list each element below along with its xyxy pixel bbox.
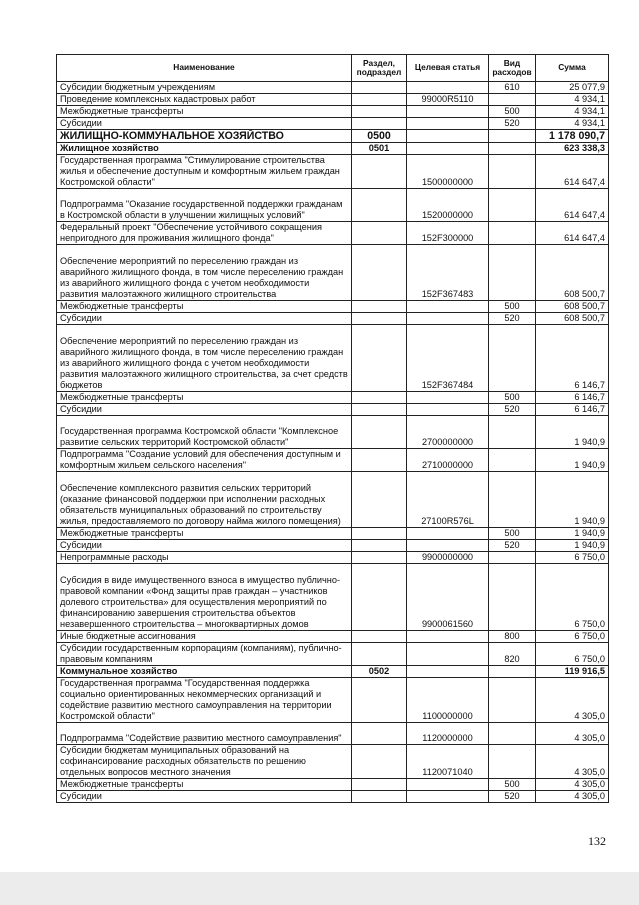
- table-row-section-heading: [57, 130, 609, 143]
- cell-type: [489, 678, 536, 723]
- cell-sum: 608 500,7: [536, 313, 609, 325]
- cell-article: [407, 666, 489, 678]
- cell-name: Проведение комплексных кадастровых работ: [57, 94, 352, 106]
- table-row: [57, 222, 609, 245]
- cell-type: [489, 416, 536, 449]
- cell-sum: 1 940,9: [536, 528, 609, 540]
- cell-article: 1120000000: [407, 723, 489, 745]
- cell-name: Жилищное хозяйство: [57, 143, 352, 155]
- cell-name: Субсидия в виде имущественного взноса в имущество публично-правовой компании «Фонд защиты прав граждан – участников долевого строительства» для осуществления мероприятий по финансированию завершения строительства объектов незавершенного строительства – многоквартирных домов: [57, 564, 352, 631]
- cell-section: [352, 222, 407, 245]
- cell-type: [489, 745, 536, 779]
- cell-name: Субсидии: [57, 118, 352, 130]
- cell-article: [407, 392, 489, 404]
- cell-article: 9900000000: [407, 552, 489, 564]
- cell-type: 500: [489, 106, 536, 118]
- cell-section: [352, 540, 407, 552]
- table-row: [57, 472, 609, 528]
- header-name: Наименование: [57, 55, 352, 82]
- cell-type: [489, 143, 536, 155]
- cell-section: [352, 631, 407, 643]
- cell-article: 2710000000: [407, 449, 489, 472]
- cell-name: ЖИЛИЩНО-КОММУНАЛЬНОЕ ХОЗЯЙСТВО: [57, 130, 352, 143]
- cell-article: [407, 301, 489, 313]
- cell-article: 1100000000: [407, 678, 489, 723]
- cell-article: 152F300000: [407, 222, 489, 245]
- cell-article: [407, 313, 489, 325]
- cell-sum: 4 934,1: [536, 106, 609, 118]
- cell-type: [489, 666, 536, 678]
- cell-section: [352, 94, 407, 106]
- cell-sum: 6 146,7: [536, 404, 609, 416]
- cell-type: [489, 449, 536, 472]
- table-row: [57, 528, 609, 540]
- cell-sum: 119 916,5: [536, 666, 609, 678]
- table-body: [57, 82, 609, 803]
- page-number: 132: [588, 834, 606, 848]
- cell-sum: 4 305,0: [536, 791, 609, 803]
- cell-article: [407, 106, 489, 118]
- table-row: [57, 301, 609, 313]
- cell-name: Государственная программа "Государственная поддержка социально ориентированных некоммерческих организаций и содействие развитию местного самоуправления на территории Костромской области": [57, 678, 352, 723]
- cell-sum: 25 077,9: [536, 82, 609, 94]
- cell-type: 500: [489, 779, 536, 791]
- cell-name: Субсидии: [57, 540, 352, 552]
- cell-article: [407, 631, 489, 643]
- cell-sum: 4 934,1: [536, 94, 609, 106]
- cell-section: [352, 552, 407, 564]
- cell-section: [352, 791, 407, 803]
- cell-sum: 4 305,0: [536, 678, 609, 723]
- cell-sum: 6 750,0: [536, 643, 609, 666]
- cell-article: [407, 404, 489, 416]
- cell-type: 500: [489, 392, 536, 404]
- table-row: [57, 723, 609, 745]
- cell-type: 520: [489, 791, 536, 803]
- cell-article: [407, 528, 489, 540]
- cell-name: Государственная программа Костромской области "Комплексное развитие сельских территорий Костромской области": [57, 416, 352, 449]
- cell-type: [489, 130, 536, 143]
- cell-sum: 608 500,7: [536, 245, 609, 301]
- cell-section: [352, 245, 407, 301]
- cell-sum: 6 146,7: [536, 325, 609, 392]
- cell-section: [352, 82, 407, 94]
- cell-section: [352, 723, 407, 745]
- cell-section: [352, 189, 407, 222]
- table-row: [57, 392, 609, 404]
- cell-sum: 608 500,7: [536, 301, 609, 313]
- cell-name: Субсидии: [57, 313, 352, 325]
- table-row: [57, 791, 609, 803]
- table-row: [57, 155, 609, 189]
- cell-name: Подпрограмма "Создание условий для обеспечения доступным и комфортным жильем сельского населения": [57, 449, 352, 472]
- table-row: [57, 245, 609, 301]
- cell-sum: 6 750,0: [536, 631, 609, 643]
- table-row: [57, 325, 609, 392]
- cell-article: 99000R5110: [407, 94, 489, 106]
- cell-article: 9900061560: [407, 564, 489, 631]
- cell-section: [352, 449, 407, 472]
- cell-name: Коммунальное хозяйство: [57, 666, 352, 678]
- cell-section: [352, 118, 407, 130]
- cell-section: [352, 106, 407, 118]
- cell-name: Межбюджетные трансферты: [57, 106, 352, 118]
- cell-type: [489, 222, 536, 245]
- cell-name: Подпрограмма "Содействие развитию местного самоуправления": [57, 723, 352, 745]
- table-row: [57, 779, 609, 791]
- cell-sum: 1 940,9: [536, 472, 609, 528]
- cell-name: Обеспечение мероприятий по переселению граждан из аварийного жилищного фонда, в том числе переселению граждан из аварийного жилищного фонда с учетом необходимости развития малоэтажного жилищного строительства, за счет средств бюджетов: [57, 325, 352, 392]
- cell-type: 500: [489, 301, 536, 313]
- cell-section: [352, 564, 407, 631]
- cell-sum: 1 178 090,7: [536, 130, 609, 143]
- cell-name: Подпрограмма "Оказание государственной поддержки гражданам в Костромской области в улучшении жилищных условий": [57, 189, 352, 222]
- cell-name: Межбюджетные трансферты: [57, 392, 352, 404]
- cell-article: [407, 82, 489, 94]
- cell-article: [407, 540, 489, 552]
- table-row: [57, 313, 609, 325]
- cell-type: [489, 564, 536, 631]
- cell-type: [489, 472, 536, 528]
- cell-article: [407, 143, 489, 155]
- table-row: [57, 82, 609, 94]
- table-row: [57, 678, 609, 723]
- cell-name: Межбюджетные трансферты: [57, 301, 352, 313]
- table-row: [57, 643, 609, 666]
- cell-type: [489, 245, 536, 301]
- cell-article: 1500000000: [407, 155, 489, 189]
- table-row: [57, 189, 609, 222]
- cell-sum: 614 647,4: [536, 155, 609, 189]
- cell-article: [407, 130, 489, 143]
- cell-sum: 6 750,0: [536, 552, 609, 564]
- cell-sum: 614 647,4: [536, 189, 609, 222]
- table-row: [57, 552, 609, 564]
- cell-article: 1120071040: [407, 745, 489, 779]
- cell-section: [352, 643, 407, 666]
- cell-name: Межбюджетные трансферты: [57, 528, 352, 540]
- cell-type: 520: [489, 118, 536, 130]
- cell-article: 152F367484: [407, 325, 489, 392]
- header-section: Раздел, подраздел: [352, 55, 407, 82]
- cell-article: [407, 779, 489, 791]
- cell-sum: 1 940,9: [536, 540, 609, 552]
- table-row: [57, 449, 609, 472]
- cell-section: [352, 528, 407, 540]
- table-row: [57, 94, 609, 106]
- cell-sum: 4 305,0: [536, 723, 609, 745]
- cell-name: Федеральный проект "Обеспечение устойчивого сокращения непригодного для проживания жилищного фонда": [57, 222, 352, 245]
- cell-article: 2700000000: [407, 416, 489, 449]
- table-row: [57, 118, 609, 130]
- cell-article: [407, 118, 489, 130]
- cell-article: 152F367483: [407, 245, 489, 301]
- cell-section: 0501: [352, 143, 407, 155]
- cell-name: Государственная программа "Стимулирование строительства жилья и обеспечение доступным и комфортным жильем граждан Костромской области": [57, 155, 352, 189]
- cell-section: [352, 313, 407, 325]
- cell-section: [352, 301, 407, 313]
- cell-sum: 6 146,7: [536, 392, 609, 404]
- cell-name: Обеспечение мероприятий по переселению граждан из аварийного жилищного фонда, в том числе переселению граждан из аварийного жилищного фонда с учетом необходимости развития малоэтажного жилищного строительства: [57, 245, 352, 301]
- cell-sum: 623 338,3: [536, 143, 609, 155]
- cell-section: [352, 392, 407, 404]
- table-row: [57, 540, 609, 552]
- header-type: Вид расходов: [489, 55, 536, 82]
- cell-sum: 1 940,9: [536, 449, 609, 472]
- cell-section: 0500: [352, 130, 407, 143]
- cell-name: Обеспечение комплексного развития сельских территорий (оказание финансовой поддержки при исполнении расходных обязательств муниципальных образований по строительству жилья, предоставляемого по договору найма жилого помещения): [57, 472, 352, 528]
- table-row: [57, 745, 609, 779]
- cell-type: 520: [489, 404, 536, 416]
- header-sum: Сумма: [536, 55, 609, 82]
- table-row: [57, 631, 609, 643]
- cell-type: [489, 155, 536, 189]
- cell-type: [489, 723, 536, 745]
- cell-type: [489, 325, 536, 392]
- cell-name: Непрограммные расходы: [57, 552, 352, 564]
- cell-section: [352, 416, 407, 449]
- scan-bottom-strip: [0, 872, 639, 905]
- cell-name: Субсидии бюджетным учреждениям: [57, 82, 352, 94]
- cell-sum: 614 647,4: [536, 222, 609, 245]
- cell-name: Субсидии: [57, 404, 352, 416]
- table-row: [57, 416, 609, 449]
- cell-section: [352, 745, 407, 779]
- cell-sum: 4 934,1: [536, 118, 609, 130]
- budget-table: [56, 54, 609, 803]
- cell-type: 610: [489, 82, 536, 94]
- cell-type: [489, 94, 536, 106]
- cell-article: 1520000000: [407, 189, 489, 222]
- table-row: [57, 564, 609, 631]
- cell-article: [407, 643, 489, 666]
- cell-name: Субсидии государственным корпорациям (компаниям), публично-правовым компаниям: [57, 643, 352, 666]
- cell-name: Субсидии: [57, 791, 352, 803]
- cell-section: [352, 325, 407, 392]
- cell-name: Иные бюджетные ассигнования: [57, 631, 352, 643]
- cell-type: 500: [489, 528, 536, 540]
- table-row: [57, 404, 609, 416]
- cell-type: [489, 552, 536, 564]
- cell-article: [407, 791, 489, 803]
- cell-article: 27100R576L: [407, 472, 489, 528]
- cell-sum: 4 305,0: [536, 779, 609, 791]
- cell-name: Субсидии бюджетам муниципальных образований на софинансирование расходных обязательств по решению отдельных вопросов местного значения: [57, 745, 352, 779]
- cell-section: [352, 155, 407, 189]
- table-row-subsection-heading: [57, 666, 609, 678]
- table-header-row: [57, 55, 609, 82]
- cell-type: 520: [489, 313, 536, 325]
- cell-section: [352, 472, 407, 528]
- cell-type: 520: [489, 540, 536, 552]
- cell-type: 820: [489, 643, 536, 666]
- cell-section: [352, 779, 407, 791]
- cell-section: 0502: [352, 666, 407, 678]
- cell-sum: 1 940,9: [536, 416, 609, 449]
- table-row-subsection-heading: [57, 143, 609, 155]
- cell-name: Межбюджетные трансферты: [57, 779, 352, 791]
- header-article: Целевая статья: [407, 55, 489, 82]
- cell-sum: 6 750,0: [536, 564, 609, 631]
- cell-type: [489, 189, 536, 222]
- cell-section: [352, 678, 407, 723]
- cell-sum: 4 305,0: [536, 745, 609, 779]
- table-row: [57, 106, 609, 118]
- cell-type: 800: [489, 631, 536, 643]
- cell-section: [352, 404, 407, 416]
